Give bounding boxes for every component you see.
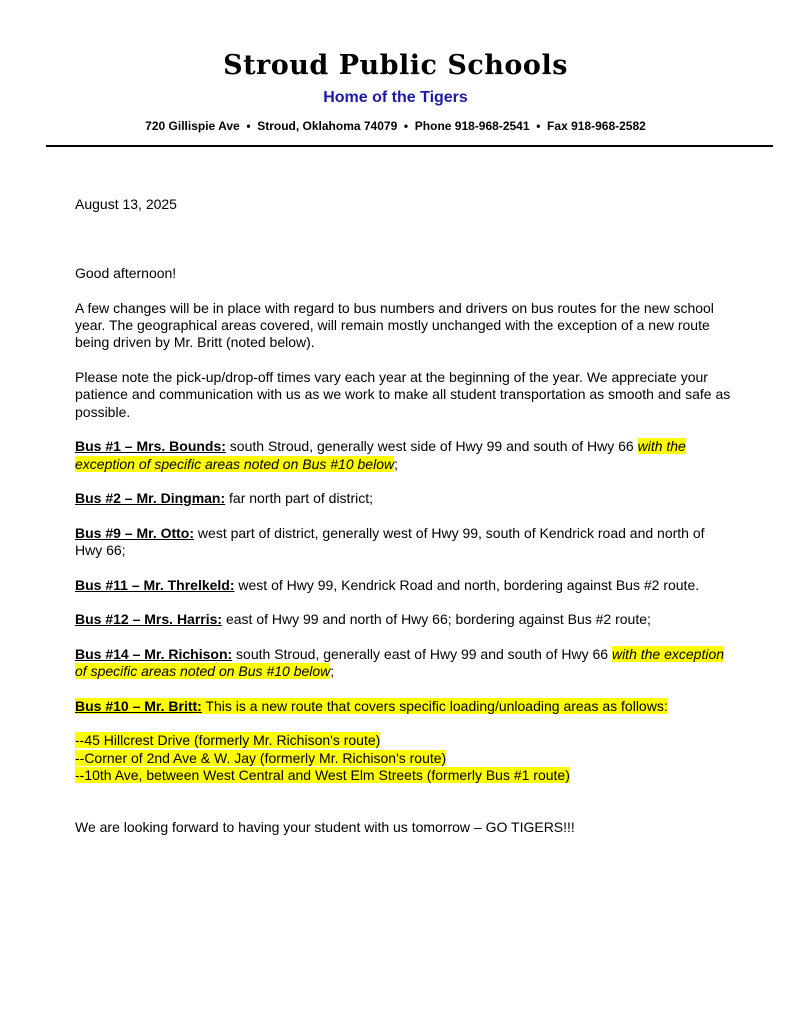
- bus-10-stop: [75, 767, 735, 784]
- letter-paragraph-2: Please note the pick-up/drop-off times vary each year at the beginning of the year. We appreciate your patience and communication with us as we work to make all student transportation as smooth and safe as possible.: [75, 369, 731, 420]
- bus-14-entry: [75, 646, 735, 681]
- bus-10-stop: [75, 732, 735, 749]
- bus-10-stop: [75, 750, 735, 767]
- bus-11-entry: [75, 577, 735, 594]
- bus-10-label: Bus #10 – Mr. Britt:: [75, 697, 202, 714]
- bus-11-label: Bus #11 – Mr. Threlkeld:: [75, 576, 235, 593]
- letter-closing: We are looking forward to having your student with us tomorrow – GO TIGERS!!!: [75, 818, 575, 835]
- bus-9-text: west part of district, generally west of Hwy 99, south of Kendrick road and north of Hwy 66;: [75, 524, 705, 559]
- letter-body: [75, 196, 735, 836]
- bus-1-highlight: with the exception of specific areas noted on Bus #10 below: [75, 438, 686, 472]
- bus-10-stop-3: --10th Ave, between West Central and West Elm Streets (formerly Bus #1 route): [75, 766, 570, 783]
- bus-10-text: This is a new route that covers specific loading/unloading areas as follows:: [201, 697, 668, 714]
- letter-greeting: Good afternoon!: [75, 265, 177, 282]
- bus-2-label: Bus #2 – Mr. Dingman:: [75, 490, 226, 507]
- bus-12-label: Bus #12 – Mrs. Harris:: [75, 611, 223, 628]
- bus-14-text: south Stroud, generally east of Hwy 99 and south of Hwy 66: [232, 645, 612, 662]
- letter-paragraph-1: A few changes will be in place with regard to bus numbers and drivers on bus routes for the new school year. The geographical areas covered, will remain mostly unchanged with the exception of a new route being driven by Mr. Britt (noted below).: [75, 299, 714, 351]
- bus-10-entry: [75, 698, 735, 715]
- bus-1-text: south Stroud, generally west side of Hwy 99 and south of Hwy 66: [225, 438, 638, 455]
- letterhead-contact: 720 Gillispie Ave • Stroud, Oklahoma 74079 • Phone 918-968-2541 • Fax 918-968-2582: [145, 119, 646, 133]
- bus-12-text: east of Hwy 99 and north of Hwy 66; bordering against Bus #2 route;: [222, 611, 651, 628]
- bus-10-stop-2: --Corner of 2nd Ave & W. Jay (formerly Mr. Richison's route): [75, 749, 447, 766]
- bus-14-tail: ;: [330, 663, 335, 680]
- bus-9-entry: [75, 525, 735, 560]
- bus-12-entry: [75, 611, 735, 628]
- bus-2-entry: [75, 490, 735, 507]
- bus-1-entry: [75, 438, 735, 473]
- bus-10-stop-1: --45 Hillcrest Drive (formerly Mr. Richison's route): [75, 732, 381, 749]
- bus-2-text: far north part of district;: [225, 490, 373, 507]
- bus-14-label: Bus #14 – Mr. Richison:: [75, 645, 233, 662]
- letterhead-subtitle: Home of the Tigers: [323, 89, 468, 106]
- letterhead-title: Stroud Public Schools: [223, 50, 568, 81]
- letter-date: August 13, 2025: [75, 196, 177, 212]
- bus-14-highlight: with the exception of specific areas noted on Bus #10 below: [75, 645, 725, 680]
- bus-9-label: Bus #9 – Mr. Otto:: [75, 524, 195, 541]
- letterhead-divider: [46, 145, 773, 147]
- bus-1-tail: ;: [394, 455, 398, 472]
- bus-1-label: Bus #1 – Mrs. Bounds:: [75, 438, 226, 455]
- bus-11-text: west of Hwy 99, Kendrick Road and north, bordering against Bus #2 route.: [234, 576, 700, 593]
